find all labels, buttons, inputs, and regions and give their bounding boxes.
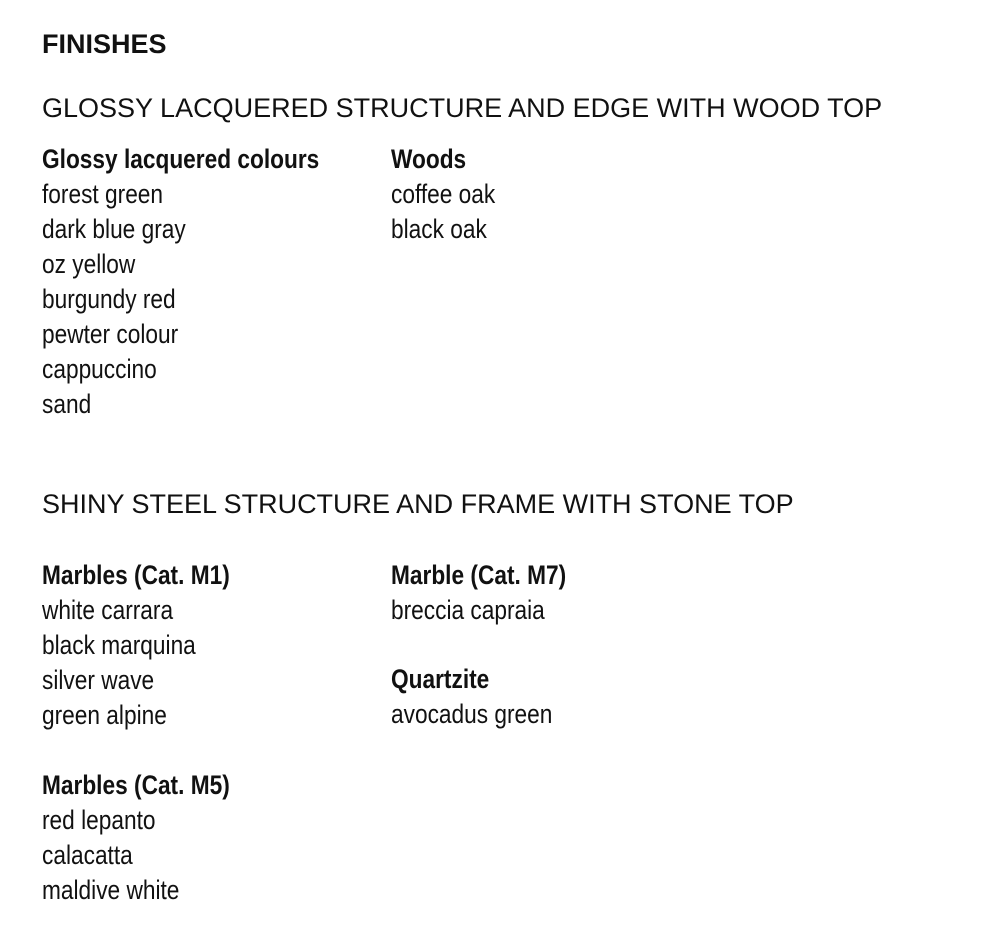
- list-item: cappuccino: [42, 354, 157, 384]
- finish-list: [42, 803, 266, 908]
- list-item: avocadus green: [391, 699, 553, 729]
- group-title: Glossy lacquered colours: [42, 144, 320, 174]
- section-heading-wood-top: GLOSSY LACQUERED STRUCTURE AND EDGE WITH WOOD TOP: [42, 93, 883, 123]
- list-item: green alpine: [42, 700, 167, 730]
- list-item: maldive white: [42, 875, 180, 905]
- list-item: forest green: [42, 179, 164, 209]
- list-item: breccia capraia: [391, 595, 545, 625]
- finish-list: [42, 593, 266, 733]
- finish-list: [391, 593, 600, 628]
- list-item: black oak: [391, 214, 487, 244]
- page-title: FINISHES: [42, 29, 167, 59]
- group-title: Marbles (Cat. M1): [42, 560, 230, 590]
- list-item: burgundy red: [42, 284, 176, 314]
- finish-list: [391, 177, 515, 247]
- group-marble-m7: [391, 558, 600, 628]
- finish-list: [42, 177, 372, 422]
- group-quartzite: [391, 662, 583, 732]
- list-item: red lepanto: [42, 805, 156, 835]
- list-item: silver wave: [42, 665, 155, 695]
- group-title: Quartzite: [391, 664, 490, 694]
- list-item: coffee oak: [391, 179, 496, 209]
- group-marbles-m5: [42, 768, 266, 908]
- finish-list: [391, 697, 583, 732]
- group-title: Woods: [391, 144, 467, 174]
- group-title: Marble (Cat. M7): [391, 560, 567, 590]
- list-item: calacatta: [42, 840, 133, 870]
- group-glossy-lacquered-colours: [42, 142, 372, 422]
- group-marbles-m1: [42, 558, 266, 733]
- list-item: black marquina: [42, 630, 196, 660]
- group-woods: [391, 142, 515, 247]
- list-item: white carrara: [42, 595, 174, 625]
- list-item: sand: [42, 389, 92, 419]
- list-item: dark blue gray: [42, 214, 186, 244]
- section-heading-stone-top: SHINY STEEL STRUCTURE AND FRAME WITH STONE TOP: [42, 489, 794, 519]
- group-title: Marbles (Cat. M5): [42, 770, 230, 800]
- list-item: pewter colour: [42, 319, 179, 349]
- list-item: oz yellow: [42, 249, 136, 279]
